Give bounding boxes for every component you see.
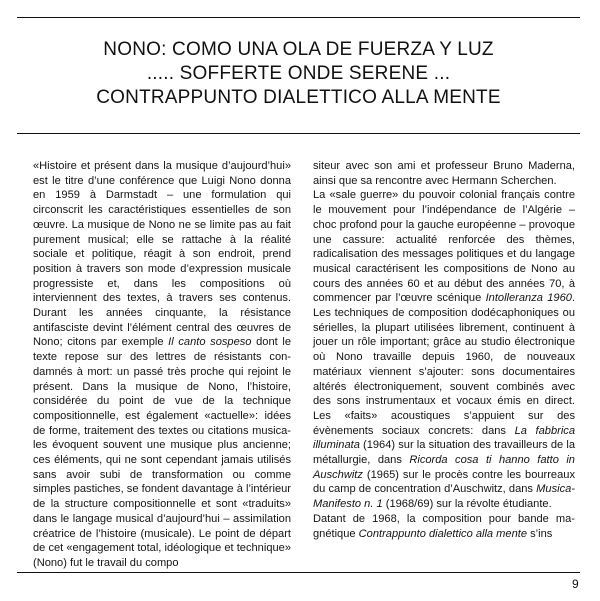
page-number: 9 bbox=[572, 577, 579, 591]
work-title-musica-manifesto: Musica-Manifesto n. 1 bbox=[313, 483, 575, 511]
work-title-intolleranza: Intolleranza 1960 bbox=[485, 292, 572, 305]
right-paragraph-1: siteur avec son ami et professeur Bruno Maderna, ainsi que sa rencontre avec Hermann Scherchen. bbox=[313, 160, 575, 187]
work-title-ricorda-cosa: Ricorda cosa ti hanno fatto in Auschwitz bbox=[313, 454, 575, 481]
work-title-contrappunto: Contrappunto dialettico alla mente bbox=[358, 527, 528, 540]
title-line-1: NONO: COMO UNA OLA DE FUERZA Y LUZ bbox=[103, 39, 494, 60]
right-paragraph-3 bbox=[313, 512, 575, 541]
work-title-il-canto-sospeso: Il canto sospeso bbox=[168, 336, 252, 349]
title-rule bbox=[17, 133, 580, 134]
text-run: (1968/69) sur la révolte étudiante. bbox=[382, 498, 552, 511]
text-run: s’ins bbox=[527, 527, 553, 540]
right-paragraph-2 bbox=[313, 188, 575, 511]
title-line-3: CONTRAPPUNTO DIALETTICO ALLA MENTE bbox=[96, 87, 501, 108]
text-run: (1965) sur le procès contre les bourreaux du camp de concentration d’Auschwitz, dans bbox=[313, 468, 575, 496]
right-column bbox=[313, 159, 575, 541]
work-title-la-fabbrica-illuminata: La fabbrica illuminata bbox=[313, 424, 575, 452]
text-run: La «sale guerre» du pouvoir colonial français contre le mouvement pour l’indépendance de l’Algérie – choc profond pour la gauche européenne – provoque une cassure: actualité renforcée des thèmes, radicalisation des messages politiques et du langage musical caractérisent les compositions de Nono au cours des années 60 et au début des années 70, à commencer par l’œuvre scénique bbox=[313, 189, 575, 305]
top-rule bbox=[17, 17, 580, 18]
text-run: «Histoire et présent dans la musique d’aujourd’hui» est le titre d’une conférence que Luigi Nono donna en 1959 à Darmstadt – une formulation qui circonscrit les caractéristiques essentielles de son œuvre. La musique de Nono ne se limite pas au fait purement musical; elle se rattache à la réalité sociale et politique, réagit à son endroit, prend position à travers son mode d’expression musicale progressiste et, dans les compositions où interviennent des textes, à travers ses contenus. Durant les années cinquante, la résistance antifasciste devint l’élément central des œuvres de Nono; citons par exemple bbox=[33, 160, 291, 349]
left-paragraph-1 bbox=[33, 159, 291, 571]
left-column bbox=[33, 159, 291, 571]
title-line-2: ..... SOFFERTE ONDE SERENE ... bbox=[146, 63, 451, 84]
footer-rule bbox=[17, 572, 580, 573]
text-run: Datant de 1968, la composition pour bande magnétique bbox=[313, 512, 575, 540]
text-run: (1964) sur la situation des travailleurs de la métallurgie, dans bbox=[313, 439, 575, 467]
text-run: . Les techniques de composition dodécaphoniques ou sérielles, la plupart utilisées librement, continuent à jouer un rôle important; grâce au studio électronique où Nono travaille depuis 1960, de nouveaux matériaux viennent s’ajouter: sons documentaires altérés électroniquement, souvent combinés avec des sons instrumentaux et vocaux émis en direct. Les «faits» acoustiques s’appuient sur des évènements sociaux concrets: dans bbox=[313, 292, 576, 437]
text-run: dont le texte repose sur des lettres de résistants condamnés à mort: un passé très proche qui rejoint le présent. Dans la musique de Nono, l’histoire, considérée du point de vue de la technique compositionnelle, est également «actuelle»: idées de forme, traitement des textes ou citations musicales évoquent souvent une musique plus ancienne; ces éléments, qui ne sont cependant jamais utilisés sans avoir subi de transformation ou comme simples pastiches, se fondent davantage à l’intérieur de la structure compositionnelle et sont «traduits» dans le langage musical d’aujourd’hui – assimilation créatrice de l’histoire (musicale). Le point de départ de cet «engagement total, idéologique et technique» (Nono) fut le travail du compo bbox=[33, 336, 291, 569]
page-title bbox=[17, 38, 580, 110]
